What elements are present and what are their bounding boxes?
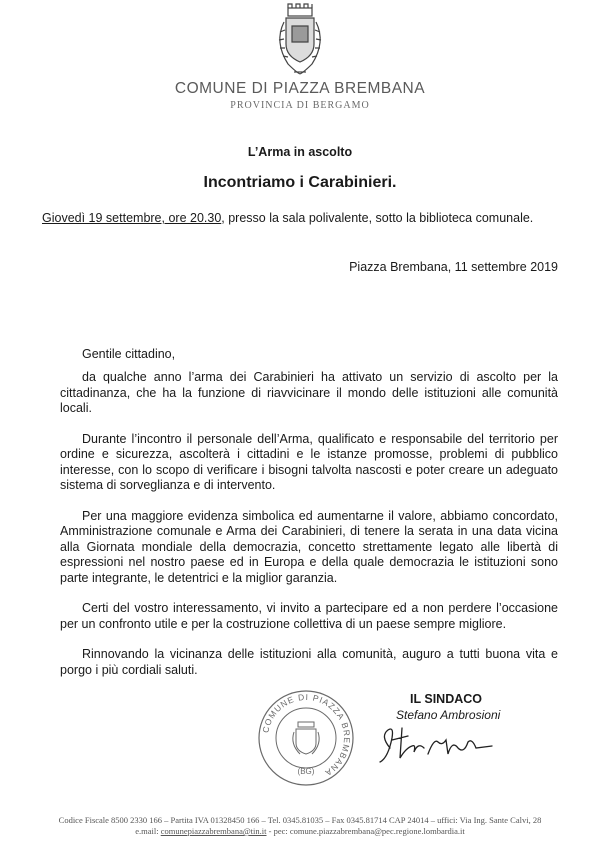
- footer-pec: - pec: comune.piazzabrembana@pec.regione.lombardia.it: [266, 826, 465, 836]
- footer-email-label: e.mail:: [135, 826, 161, 836]
- official-stamp: [256, 688, 356, 788]
- stamp-text: COMUNE DI PIAZZA BREMBANA: [260, 691, 353, 779]
- signer-name: Stefano Ambrosioni: [396, 708, 501, 722]
- event-date-time: Giovedì 19 settembre, ore 20.30: [42, 211, 222, 225]
- dateline: Piazza Brembana, 11 settembre 2019: [349, 260, 558, 274]
- signer-title: IL SINDACO: [410, 692, 482, 706]
- stamp-province-code: (BG): [297, 767, 315, 776]
- letter-subtitle: L’Arma in ascolto: [247, 145, 353, 159]
- municipal-crest-icon: [270, 2, 330, 78]
- paragraph: da qualche anno l’arma dei Carabinieri ha attivato un servizio di ascolto per la cittadinanza, che ha la funzione di riavvicinare il mondo delle istituzioni alle comunità locali.: [60, 370, 558, 415]
- municipality-name: COMUNE DI PIAZZA BREMBANA: [174, 80, 426, 97]
- handwritten-signature: [372, 718, 512, 766]
- paragraph: Rinnovando la vicinanza delle istituzioni alla comunità, auguro a tutti buona vita e porgo i più cordiali saluti.: [60, 647, 558, 677]
- event-location: , presso la sala polivalente, sotto la biblioteca comunale.: [221, 211, 534, 225]
- svg-text:COMUNE DI PIAZZA BREMBANA: [260, 692, 352, 779]
- paragraph: Durante l’incontro il personale dell’Arma, qualificato e responsabile del territorio per ordine e sicurezza, ascolterà i cittadini e le istanze promosse, problemi di pubblico interesse, con lo scopo di verificare i bisogni talvolta nascosti e poter creare un adeguato sistema di sorveglianza e di intervento.: [60, 431, 558, 492]
- letterhead-footer: [0, 815, 600, 837]
- greeting: Gentile cittadino,: [82, 347, 176, 361]
- letter-body: [60, 370, 558, 693]
- footer-contacts: Codice Fiscale 8500 2330 166 – Partita IVA 01328450 166 – Tel. 0345.81035 – Fax 0345.81714 CAP 24014 – uffici: Via Ing. Sante Calvi, 28: [58, 815, 542, 825]
- paragraph: Per una maggiore evidenza simbolica ed aumentarne il valore, abbiamo concordato, Amministrazione comunale e Arma dei Carabinieri, di tenere la serata in una data vicina alla Giornata mondiale della democrazia, concetto strettamente legato alle libertà di espressioni nel nostro paese ed in Europa e della quale democrazia le istituzioni sono parte integrante, le detentrici e la miglior garanzia.: [60, 508, 558, 585]
- event-line: [42, 211, 533, 225]
- stamp-crest-icon: [293, 722, 319, 754]
- letter-title: Incontriamo i Carabinieri.: [203, 174, 397, 191]
- footer-email-row: [0, 826, 600, 837]
- paragraph: Certi del vostro interessamento, vi invito a partecipare ed a non perdere l’occasione per un confronto utile e per la costruzione collettiva di un paese sempre migliore.: [60, 601, 558, 631]
- footer-email-link[interactable]: comunepiazzabrembana@tin.it: [160, 826, 267, 836]
- province-name: PROVINCIA DI BERGAMO: [230, 100, 370, 111]
